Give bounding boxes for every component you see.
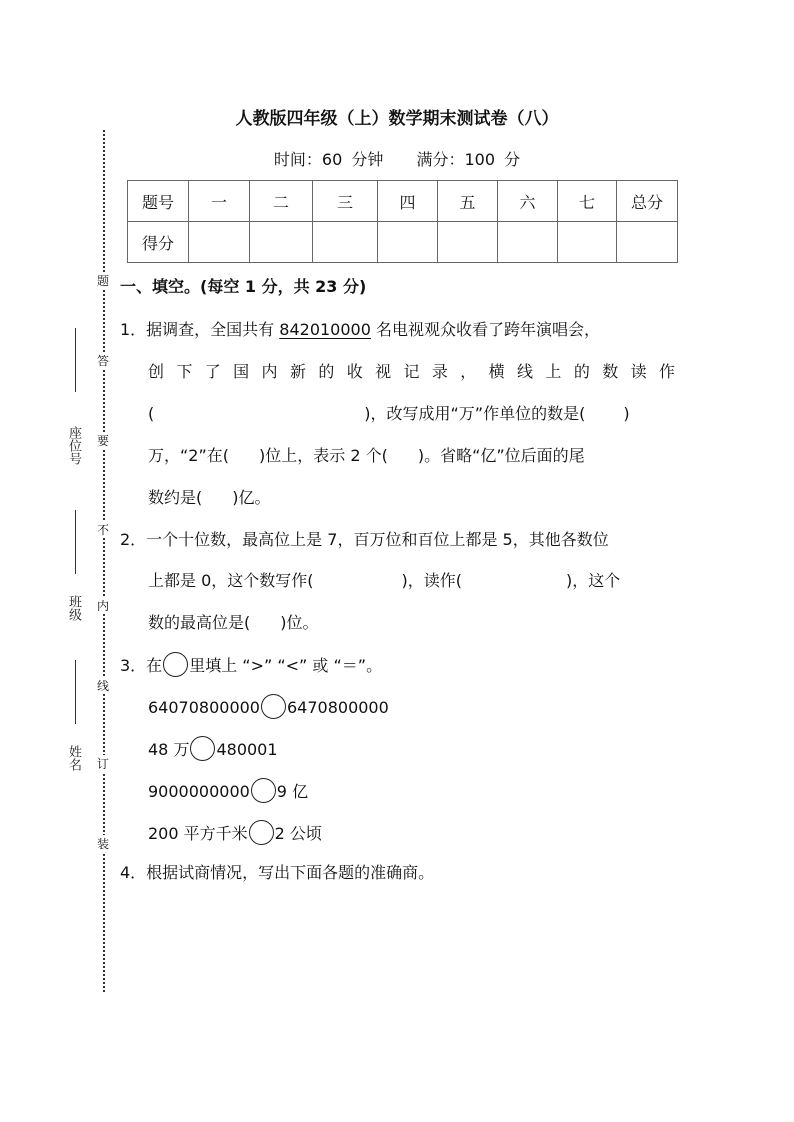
table-header-cell: 二 — [250, 181, 313, 222]
table-header-cell: 一 — [189, 181, 250, 222]
time-label: 时间：60 分钟 — [273, 150, 384, 169]
q1-text: ( — [148, 404, 155, 423]
circle-icon — [163, 652, 188, 677]
seal-char: 内 — [96, 599, 109, 613]
compare-circle-input[interactable] — [249, 820, 274, 845]
q2-text: )，这个 — [566, 571, 621, 590]
name-label-text: 姓名 — [66, 745, 81, 771]
q2-text: )位。 — [280, 613, 319, 632]
q3-right: 480001 — [216, 740, 278, 759]
compare-circle-input[interactable] — [251, 778, 276, 803]
compare-circle-input[interactable] — [261, 694, 286, 719]
q3-line-1 — [120, 652, 382, 677]
seal-char: 答 — [96, 354, 109, 368]
q2-line-2 — [148, 568, 620, 591]
q4-line: 4．根据试商情况，写出下面各题的准确商。 — [120, 863, 435, 882]
seat-label-text: 座位号 — [66, 426, 81, 465]
score-cell[interactable] — [498, 222, 558, 263]
q3-right: 2 公顷 — [274, 824, 322, 843]
score-cell[interactable] — [313, 222, 378, 263]
q1-line-3 — [148, 401, 630, 424]
q3-left: 200 平方千米 — [148, 824, 248, 843]
q1-text: )亿。 — [232, 488, 271, 507]
q3-text: 里填上 “>” “<” 或 “＝”。 — [189, 656, 383, 675]
q3-item — [148, 778, 308, 803]
full-score-label: 满分：100 分 — [416, 150, 521, 169]
section-title: 一、填空。(每空 1 分，共 23 分) — [120, 277, 367, 296]
q1-text: 万，“2”在( — [148, 446, 230, 465]
table-header-cell: 三 — [313, 181, 378, 222]
q1-line-2: 创下了国内新的收视记录，横线上的数读作 — [148, 362, 675, 381]
q3-item — [148, 820, 322, 845]
q1-line-5 — [148, 485, 271, 508]
score-cell[interactable] — [438, 222, 498, 263]
q1-text: 数约是( — [148, 488, 203, 507]
binding-dotted-line — [103, 130, 105, 992]
q3-item — [148, 736, 278, 761]
table-header-cell: 四 — [378, 181, 438, 222]
score-cell[interactable] — [378, 222, 438, 263]
seat-blank-line — [75, 328, 76, 392]
q1-text: )，改写成用“万”作单位的数是( — [364, 404, 586, 423]
score-cell[interactable] — [250, 222, 313, 263]
table-row-label: 得分 — [128, 222, 189, 263]
q3-right: 6470800000 — [286, 698, 389, 717]
seal-char: 不 — [96, 523, 109, 537]
q3-item — [148, 694, 389, 719]
q2-line-3 — [148, 610, 319, 633]
name-blank-line — [75, 660, 76, 724]
table-header-cell: 总分 — [617, 181, 678, 222]
seal-char: 订 — [96, 757, 109, 771]
seal-char: 要 — [96, 434, 109, 448]
table-header-cell: 六 — [498, 181, 558, 222]
q3-left: 9000000000 — [148, 782, 250, 801]
score-cell[interactable] — [558, 222, 617, 263]
q1-text: 1．据调查，全国共有 — [120, 320, 275, 339]
q1-line-4 — [148, 443, 585, 466]
q1-text: ) — [623, 404, 630, 423]
compare-circle-input[interactable] — [190, 736, 215, 761]
seal-char: 题 — [96, 274, 109, 288]
seal-char: 装 — [96, 837, 109, 851]
q1-text: 名电视观众收看了跨年演唱会， — [376, 320, 601, 339]
q1-text: )。省略“亿”位后面的尾 — [417, 446, 585, 465]
exam-info — [0, 147, 794, 170]
q3-left: 48 万 — [148, 740, 190, 759]
score-table-score-row — [128, 222, 678, 263]
score-cell[interactable] — [617, 222, 678, 263]
class-blank-line — [75, 510, 76, 574]
table-header-cell: 题号 — [128, 181, 189, 222]
q3-right: 9 亿 — [276, 782, 309, 801]
q2-text: 数的最高位是( — [148, 613, 251, 632]
score-table-header-row — [128, 181, 678, 222]
table-header-cell: 五 — [438, 181, 498, 222]
q1-line-1 — [120, 317, 600, 340]
class-label-text: 班级 — [66, 595, 81, 621]
score-table — [127, 180, 678, 263]
page-title: 人教版四年级（上）数学期末测试卷（八） — [235, 109, 559, 129]
table-header-cell: 七 — [558, 181, 617, 222]
q2-text: 上都是 0，这个数写作( — [148, 571, 314, 590]
q3-left: 64070800000 — [148, 698, 260, 717]
q1-text: )位上，表示 2 个( — [259, 446, 388, 465]
score-cell[interactable] — [189, 222, 250, 263]
q2-line-1: 2．一个十位数，最高位上是 7，百万位和百位上都是 5，其他各数位 — [120, 530, 609, 549]
seal-char: 线 — [96, 679, 109, 693]
q2-text: )，读作( — [401, 571, 463, 590]
q3-text: 3．在 — [120, 656, 163, 675]
q1-underlined-number: 842010000 — [279, 320, 371, 339]
